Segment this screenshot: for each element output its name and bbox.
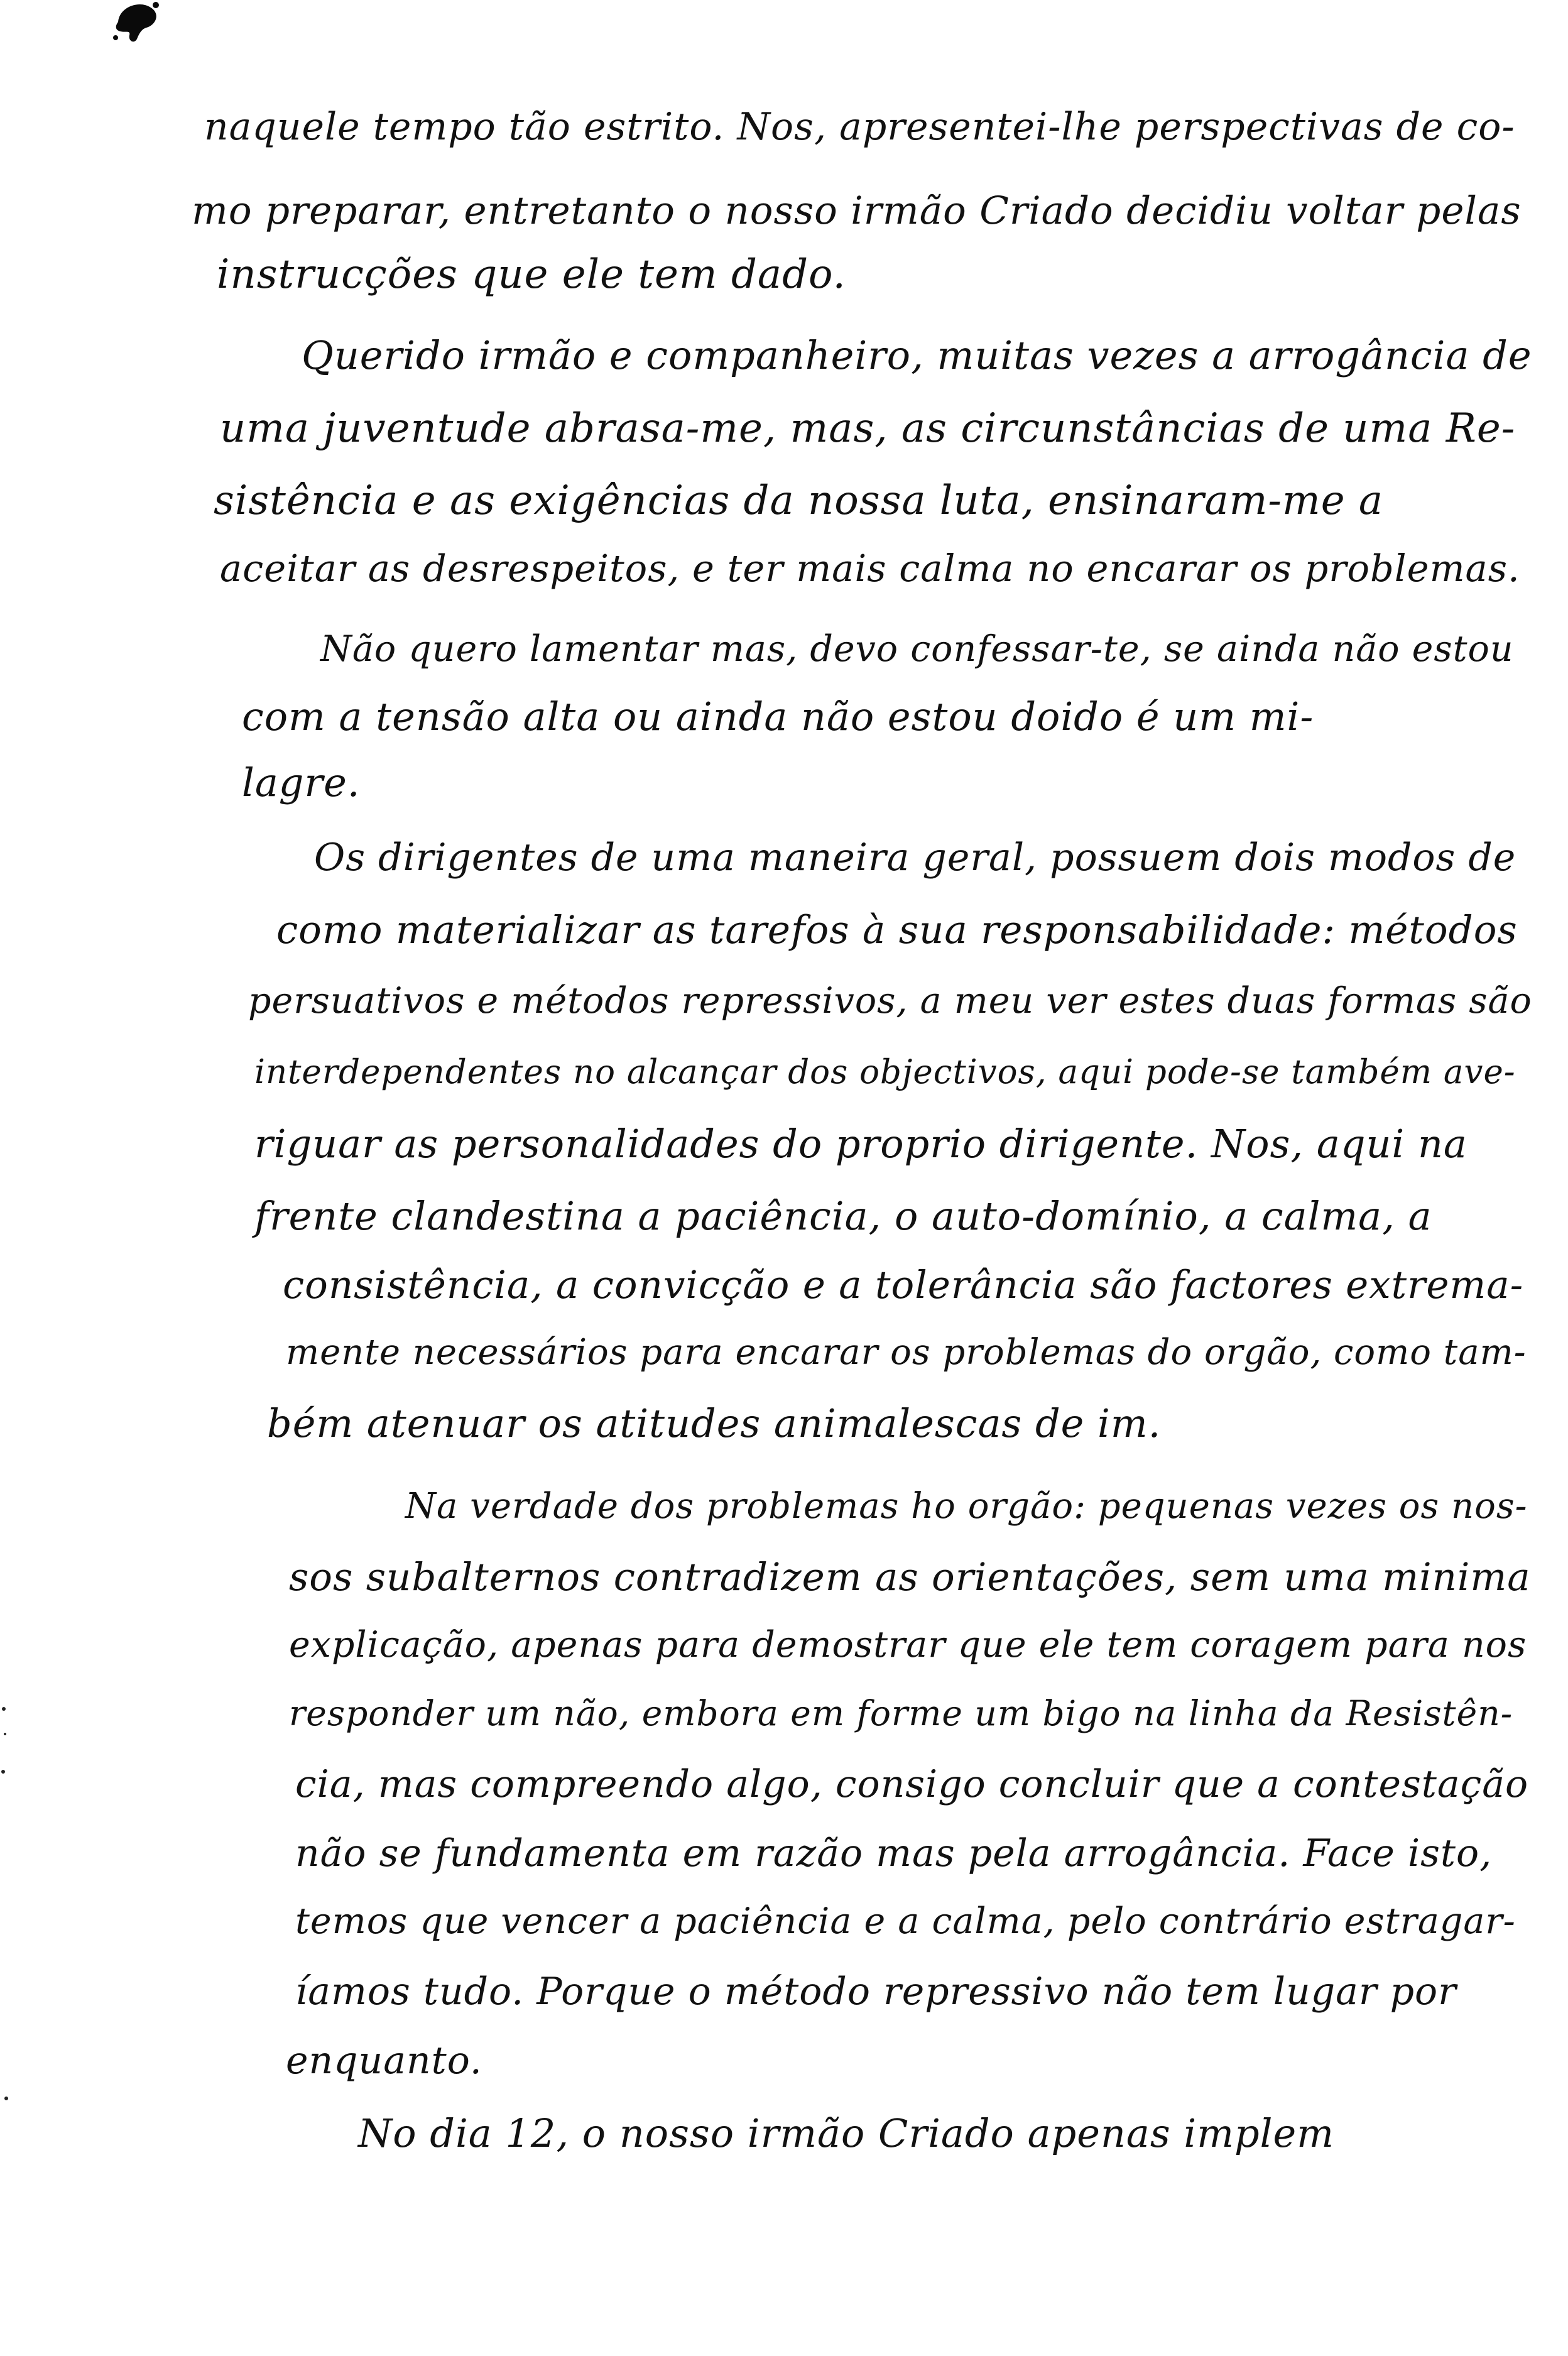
text-line-25: não se fundamenta em razão mas pela arrogância. Face isto, (295, 1831, 1493, 1875)
text-line-29: No dia 12, o nosso irmão Criado apenas implem (358, 2110, 1334, 2156)
text-line-7: aceitar as desrespeitos, e ter mais calma no encarar os problemas. (220, 547, 1520, 590)
text-line-15: riguar as personalidades do proprio dirigente. Nos, aqui na (254, 1121, 1467, 1167)
text-line-11: Os dirigentes de uma maneira geral, possuem dois modos de (314, 836, 1516, 880)
text-line-20: Na verdade dos problemas ho orgão: pequenas vezes os nos- (405, 1486, 1528, 1527)
text-line-9: com a tensão alta ou ainda não estou doido é um mi- (242, 694, 1314, 739)
text-line-1: naquele tempo tão estrito. Nos, apresentei-lhe perspectivas de co- (204, 105, 1515, 149)
text-line-13: persuativos e métodos repressivos, a meu ver estes duas formas são (248, 980, 1532, 1022)
text-line-6: sistência e as exigências da nossa luta, ensinaram-me a (214, 477, 1384, 524)
text-line-5: uma juventude abrasa-me, mas, as circunstâncias de uma Re- (220, 405, 1516, 452)
text-line-8: Não quero lamentar mas, devo confessar-te, se ainda não estou (320, 628, 1514, 670)
text-line-14: interdependentes no alcançar dos objectivos, aqui pode-se também ave- (254, 1053, 1516, 1091)
text-line-28: enquanto. (286, 2039, 482, 2083)
text-line-19: bém atenuar os atitudes animalescas de im. (267, 1400, 1162, 1446)
text-line-23: responder um não, embora em forme um bigo na linha da Resistên- (289, 1693, 1513, 1733)
text-line-2: mo preparar, entretanto o nosso irmão Criado decidiu voltar pelas (192, 188, 1522, 233)
text-line-16: frente clandestina a paciência, o auto-domínio, a calma, a (254, 1193, 1432, 1239)
text-line-18: mente necessários para encarar os problemas do orgão, como tam- (286, 1332, 1527, 1373)
text-line-12: como materializar as tarefos à sua responsabilidade: métodos (276, 908, 1518, 952)
text-line-17: consistência, a convicção e a tolerância são factores extrema- (283, 1263, 1524, 1307)
text-line-10: lagre. (242, 760, 361, 805)
text-line-26: temos que vencer a paciência e a calma, pelo contrário estragar- (295, 1901, 1516, 1942)
text-line-24: cia, mas compreendo algo, consigo concluir que a contestação (295, 1762, 1529, 1806)
text-line-27: íamos tudo. Porque o método repressivo não tem lugar por (295, 1970, 1457, 2014)
text-line-3: instrucções que ele tem dado. (217, 251, 846, 298)
text-line-21: sos subalternos contradizem as orientações, sem uma minima (289, 1555, 1531, 1600)
text-line-22: explicação, apenas para demostrar que ele tem coragem para nos (289, 1624, 1527, 1666)
text-line-4: Querido irmão e companheiro, muitas vezes a arrogância de (302, 332, 1532, 378)
